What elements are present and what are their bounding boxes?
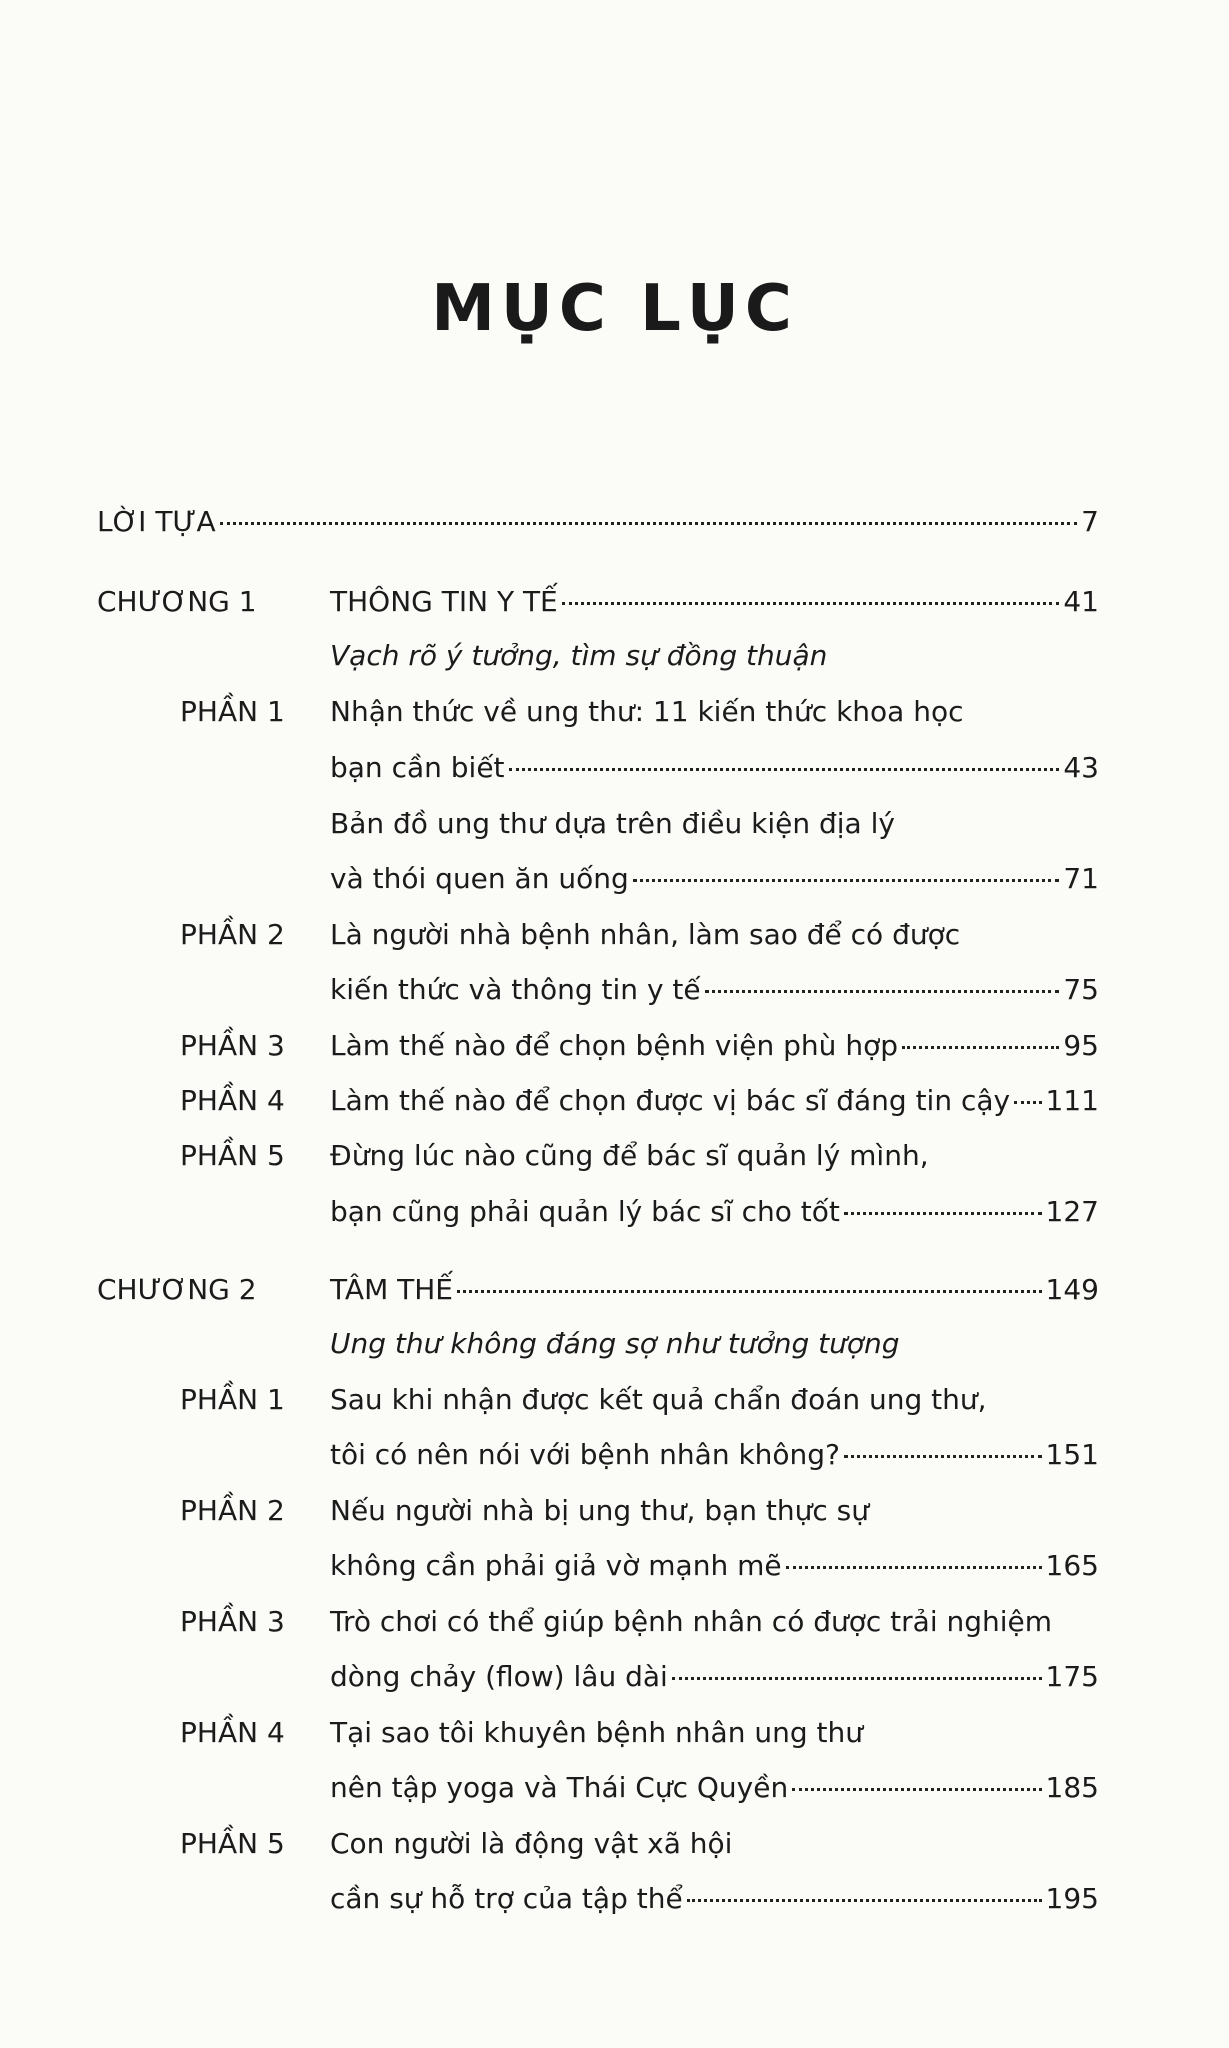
chapter-label: CHƯƠNG 2 <box>97 1273 257 1306</box>
chapter-label: CHƯƠNG 1 <box>97 585 257 618</box>
part-title-line: bạn cần biết <box>330 751 505 784</box>
toc-entry-part-cont <box>0 1427 1229 1483</box>
part-title-line: nên tập yoga và Thái Cực Quyền <box>330 1771 789 1804</box>
page-number: 195 <box>1045 1882 1099 1915</box>
page-number: 111 <box>1045 1084 1099 1117</box>
toc-entry-preface <box>0 494 1229 550</box>
part-label: PHẦN 2 <box>180 918 285 951</box>
part-title-line: Sau khi nhận được kết quả chẩn đoán ung thư, <box>330 1383 987 1416</box>
part-title-line: Làm thế nào để chọn được vị bác sĩ đáng tin cậy <box>330 1084 1011 1117</box>
page-number: 165 <box>1045 1549 1099 1582</box>
part-title-line: Trò chơi có thể giúp bệnh nhân có được trải nghiệm <box>330 1605 1053 1638</box>
part-title-line: Con người là động vật xã hội <box>330 1827 733 1860</box>
toc-entry-part-cont <box>0 740 1229 796</box>
dot-leader <box>786 1565 1042 1569</box>
toc-entry-chapter-1 <box>0 574 1229 630</box>
part-label: PHẦN 4 <box>180 1716 285 1749</box>
part-label: PHẦN 3 <box>180 1605 285 1638</box>
toc-entry-part-cont <box>0 962 1229 1018</box>
page-number: 185 <box>1045 1771 1099 1804</box>
dot-leader <box>1014 1100 1041 1104</box>
toc-entry-part-cont <box>0 1184 1229 1240</box>
part-title-line: Làm thế nào để chọn bệnh viện phù hợp <box>330 1029 898 1062</box>
toc-entry-part <box>0 1816 1229 1872</box>
page-number: 43 <box>1063 751 1099 784</box>
dot-leader <box>562 601 1060 605</box>
toc-entry-part <box>0 1018 1229 1074</box>
toc-entry-part <box>0 1372 1229 1428</box>
page-number: 71 <box>1063 862 1099 895</box>
dot-leader <box>902 1045 1059 1049</box>
part-label: PHẦN 4 <box>180 1084 285 1117</box>
toc-entry-part <box>0 684 1229 740</box>
toc-entry-part-cont <box>0 1760 1229 1816</box>
dot-leader <box>633 878 1060 882</box>
toc-entry-part-cont <box>0 1538 1229 1594</box>
page-number: 149 <box>1045 1273 1099 1306</box>
page-number: 127 <box>1045 1195 1099 1228</box>
part-title-line: Bản đồ ung thư dựa trên điều kiện địa lý <box>330 807 895 840</box>
part-title-line: cần sự hỗ trợ của tập thể <box>330 1882 683 1915</box>
toc-entry-part-cont <box>0 1649 1229 1705</box>
dot-leader <box>457 1289 1042 1293</box>
part-label: PHẦN 5 <box>180 1827 285 1860</box>
dot-leader <box>672 1676 1042 1680</box>
part-title-line: Đừng lúc nào cũng để bác sĩ quản lý mình, <box>330 1139 929 1172</box>
part-title-line: Là người nhà bệnh nhân, làm sao để có được <box>330 918 961 951</box>
part-title-line: Tại sao tôi khuyên bệnh nhân ung thư <box>330 1716 863 1749</box>
chapter-subtitle: Ung thư không đáng sợ như tưởng tượng <box>330 1327 900 1360</box>
part-label: PHẦN 1 <box>180 1383 285 1416</box>
dot-leader <box>705 989 1060 993</box>
part-title-line: kiến thức và thông tin y tế <box>330 973 701 1006</box>
dot-leader <box>509 767 1060 771</box>
page-number: 75 <box>1063 973 1099 1006</box>
part-title-line: bạn cũng phải quản lý bác sĩ cho tốt <box>330 1195 840 1228</box>
page-title: MỤC LỤC <box>431 272 798 346</box>
dot-leader <box>792 1787 1041 1791</box>
page-number: 95 <box>1063 1029 1099 1062</box>
preface-label: LỜI TỰA <box>97 505 216 538</box>
dot-leader <box>220 521 1078 525</box>
toc-entry-part-cont <box>0 851 1229 907</box>
toc-entry-part <box>0 1705 1229 1761</box>
toc-entry-part <box>0 1073 1229 1129</box>
toc-entry-part-cont <box>0 1871 1229 1927</box>
page-number: 151 <box>1045 1438 1099 1471</box>
page-number: 7 <box>1081 505 1099 538</box>
part-label: PHẦN 3 <box>180 1029 285 1062</box>
toc-entry-part <box>0 1483 1229 1539</box>
dot-leader <box>687 1898 1042 1902</box>
part-label: PHẦN 2 <box>180 1494 285 1527</box>
toc-entry-chapter-2 <box>0 1262 1229 1318</box>
toc-entry-part <box>0 1128 1229 1184</box>
toc-entry-part <box>0 907 1229 963</box>
toc-entry-part <box>0 1594 1229 1650</box>
chapter-title: TÂM THẾ <box>330 1273 453 1306</box>
part-title-line: Nhận thức về ung thư: 11 kiến thức khoa học <box>330 695 964 728</box>
page-number: 41 <box>1063 585 1099 618</box>
dot-leader <box>844 1211 1042 1215</box>
dot-leader <box>844 1454 1042 1458</box>
toc-entry-part <box>0 796 1229 852</box>
chapter-title: THÔNG TIN Y TẾ <box>330 585 558 618</box>
part-title-line: tôi có nên nói với bệnh nhân không? <box>330 1438 840 1471</box>
chapter-subtitle: Vạch rõ ý tưởng, tìm sự đồng thuận <box>330 639 828 672</box>
page-number: 175 <box>1045 1660 1099 1693</box>
part-title-line: Nếu người nhà bị ung thư, bạn thực sự <box>330 1494 870 1527</box>
part-title-line: không cần phải giả vờ mạnh mẽ <box>330 1549 782 1582</box>
part-label: PHẦN 5 <box>180 1139 285 1172</box>
part-label: PHẦN 1 <box>180 695 285 728</box>
part-title-line: dòng chảy (flow) lâu dài <box>330 1660 668 1693</box>
part-title-line: và thói quen ăn uống <box>330 862 629 895</box>
